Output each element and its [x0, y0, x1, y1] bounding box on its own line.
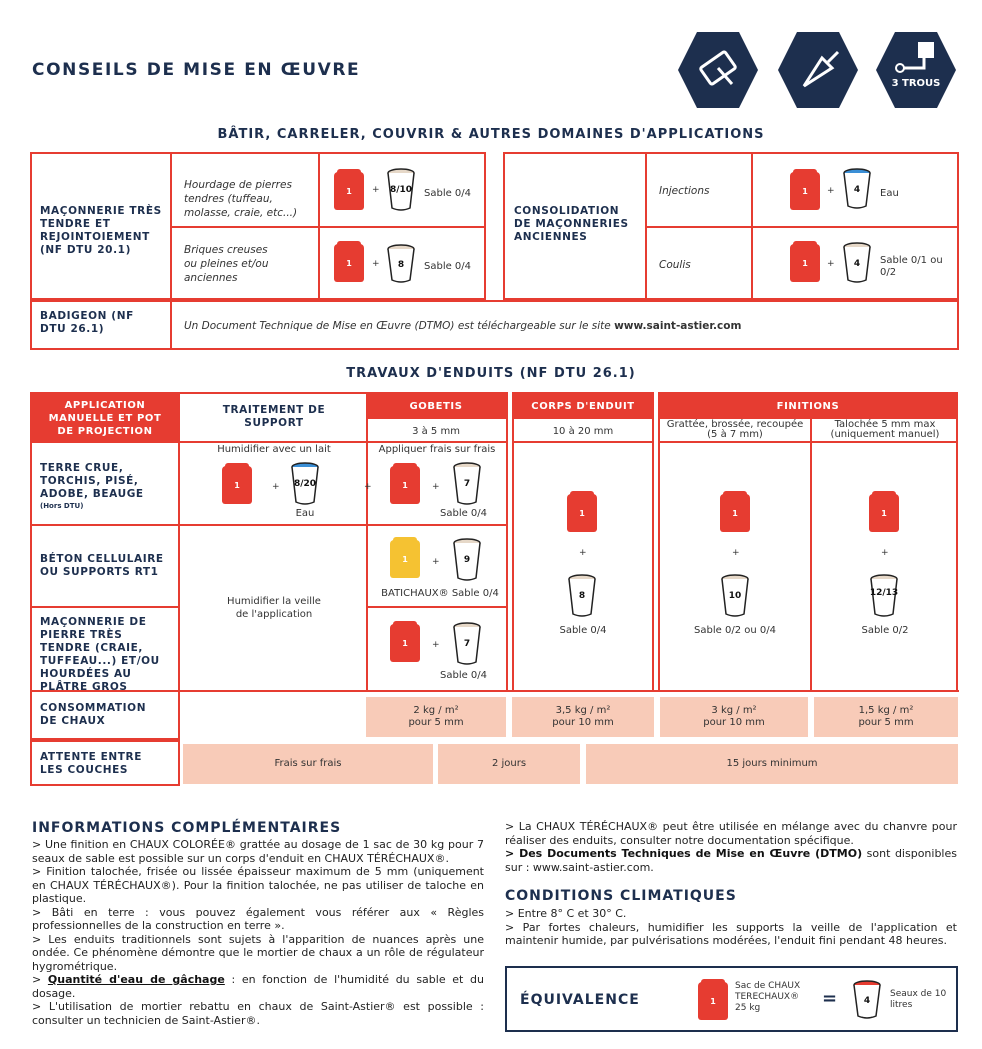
maconnerie-label: MAÇONNERIE TRÈS TENDRE ET REJOINTOIEMENT (NF DTU 20.1) — [40, 205, 162, 256]
col-corps: CORPS D'ENDUIT — [514, 394, 652, 418]
beton-gob-unit: BATICHAUX® Sable 0/4 — [381, 588, 499, 599]
row2-sand: Sable 0/4 — [424, 261, 472, 272]
equals-sign: = — [822, 988, 838, 1009]
bucket-icon: 7 — [452, 462, 482, 496]
attente-2jours: 2 jours — [438, 744, 580, 784]
sack-icon: 1 — [567, 494, 597, 532]
bucket-icon: 7 — [452, 622, 482, 656]
consolidation-label: CONSOLIDATION DE MAÇONNERIES ANCIENNES — [514, 205, 629, 243]
col-traitement: TRAITEMENT DE SUPPORT — [222, 404, 326, 429]
sack-icon: 1 — [720, 494, 750, 532]
row-pierre-label: MAÇONNERIE DE PIERRE TRÈS TENDRE (CRAIE, TUFFEAU...) ET/OU HOURDÉES AU PLÂTRE GROS — [40, 616, 160, 693]
row1-sand: Sable 0/4 — [424, 188, 472, 199]
row-conso-label: CONSOMMATION DE CHAUX — [40, 702, 147, 727]
equivalence-title: ÉQUIVALENCE — [520, 992, 640, 1008]
row-terre-label: TERRE CRUE, TORCHIS, PISÉ, ADOBE, BEAUGE — [40, 462, 144, 500]
badigeon-label: BADIGEON (NF DTU 26.1) — [40, 310, 134, 335]
water-bucket-icon: 8/20 — [290, 462, 320, 496]
page-title: CONSEILS DE MISE EN ŒUVRE — [32, 60, 361, 80]
equivalence-sack-text: Sac de CHAUX TERECHAUX® 25 kg — [735, 981, 801, 1013]
fin1-unit: Sable 0/2 ou 0/4 — [694, 625, 776, 636]
sack-icon: 1 — [222, 466, 252, 504]
bucket-icon: 4 — [842, 242, 872, 276]
spray-gun-icon — [874, 28, 958, 112]
terre-gob-title: Appliquer frais sur frais — [378, 444, 496, 455]
pierre-gob-unit: Sable 0/4 — [440, 670, 488, 681]
attente-frais: Frais sur frais — [183, 744, 433, 784]
red-bucket-icon: 4 — [852, 980, 882, 1014]
batichaux-sack-icon: 1 — [390, 540, 420, 578]
injections-unit: Eau — [880, 188, 899, 199]
terre-trait-unit: Eau — [295, 508, 315, 519]
sack-icon: 1 — [334, 244, 364, 282]
col-application: APPLICATION MANUELLE ET POT DE PROJECTION — [32, 394, 178, 442]
bucket-icon: 12/13 — [869, 574, 899, 608]
attente-15jours: 15 jours minimum — [586, 744, 958, 784]
pierre-trait-text: Humidifier la veille de l'application — [227, 596, 321, 620]
bucket-icon: 10 — [720, 574, 750, 608]
trowel-float-icon — [676, 28, 760, 112]
col-finitions: FINITIONS — [660, 394, 956, 418]
bucket-icon: 8 — [386, 244, 416, 278]
climat-title: CONDITIONS CLIMATIQUES — [505, 888, 737, 904]
conso-fin1: 3 kg / m² pour 10 mm — [660, 697, 808, 737]
sack-icon: 1 — [698, 982, 728, 1020]
row-terre-note: (Hors DTU) — [40, 502, 84, 510]
row-beton-label: BÉTON CELLULAIRE OU SUPPORTS RT1 — [40, 553, 164, 578]
fin2-sub: Talochée 5 mm max (uniquement manuel) — [830, 419, 940, 440]
bucket-icon: 9 — [452, 538, 482, 572]
fin1-sub: Grattée, brossée, recoupée (5 à 7 mm) — [666, 419, 804, 440]
sack-icon: 1 — [790, 244, 820, 282]
sack-icon: 1 — [390, 624, 420, 662]
trowel-icon — [776, 28, 860, 112]
sack-icon: 1 — [869, 494, 899, 532]
conso-fin2: 1,5 kg / m² pour 5 mm — [814, 697, 958, 737]
sack-icon: 1 — [334, 172, 364, 210]
conso-gobetis: 2 kg / m² pour 5 mm — [366, 697, 506, 737]
injections-label: Injections — [659, 185, 710, 197]
row2-desc: Briques creuses ou pleines et/ou anciennes — [184, 244, 269, 284]
climat-text: > Entre 8° C et 30° C. > Par fortes chaleurs, humidifier les supports la veille de l'application et maintenir humide, par pulvérisations modérées, l'enduit fini pendant 48 heures. — [505, 907, 957, 947]
conso-corps: 3,5 kg / m² pour 10 mm — [512, 697, 654, 737]
terre-gob-unit: Sable 0/4 — [440, 508, 488, 519]
fin2-unit: Sable 0/2 — [861, 625, 909, 636]
bucket-icon: 8 — [567, 574, 597, 608]
row1-desc: Hourdage de pierres tendres (tuffeau, molasse, craie, etc...) — [184, 179, 298, 219]
gobetis-sub: 3 à 5 mm — [412, 426, 460, 437]
corps-unit: Sable 0/4 — [559, 625, 607, 636]
section2-title: TRAVAUX D'ENDUITS (NF DTU 26.1) — [346, 366, 636, 381]
infos-title: INFORMATIONS COMPLÉMENTAIRES — [32, 820, 342, 836]
infos-text-right: > La CHAUX TÉRÉCHAUX® peut être utilisée en mélange avec du chanvre pour réaliser des enduits, consulter notre documentation spécifique. > Des Documents Techniques de Mise en Œuvre (DTMO) sont disponibles sur : www.saint-astier.com. — [505, 820, 957, 874]
water-bucket-icon: 4 — [842, 168, 872, 202]
row-attente-label: ATTENTE ENTRE LES COUCHES — [40, 751, 143, 776]
sack-icon: 1 — [390, 466, 420, 504]
sack-icon: 1 — [790, 172, 820, 210]
badigeon-link[interactable]: www.saint-astier.com — [614, 320, 742, 332]
three-holes-label: 3 TROUS — [891, 78, 941, 89]
section1-title: BÂTIR, CARRELER, COUVRIR & AUTRES DOMAINES D'APPLICATIONS — [217, 127, 765, 142]
bucket-icon: 8/10 — [386, 168, 416, 202]
coulis-label: Coulis — [659, 259, 691, 271]
corps-sub: 10 à 20 mm — [552, 426, 614, 437]
equivalence-bucket-text: Seaux de 10 litres — [890, 989, 947, 1010]
terre-trait-title: Humidifier avec un lait — [217, 444, 331, 455]
badigeon-text: Un Document Technique de Mise en Œuvre (DTMO) est téléchargeable sur le site www.saint-astier.com — [184, 320, 742, 332]
coulis-unit: Sable 0/1 ou 0/2 — [880, 255, 943, 278]
infos-text: > Une finition en CHAUX COLORÉE® grattée au dosage de 1 sac de 30 kg pour 7 seaux de sable est possible sur un corps d'enduit en CHAUX TÉRÉCHAUX®. > Finition talochée, frisée ou lissée épaisseur maximum de 5 mm (uniquement en CHAUX TÉRÉCHAUX®). Pour la finition talochée, ne pas utiliser de taloche en plastique. > Bâti en terre : vous pouvez également vous référer aux « Règles professionnelles de la construction en terre ». > Les enduits traditionnels sont sujets à l'apparition de nuances après une ondée. Ce phénomène démontre que le mortier de chaux a un rôle de régulateur hygrométrique. > Quantité d'eau de gâchage : en fonction de l'humidité du sable et du dosage. > L'utilisation de mortier rebattu en chaux de Saint-Astier® est possible : consulter un technicien de Saint-Astier®. — [32, 838, 484, 1027]
col-gobetis: GOBETIS — [366, 394, 506, 418]
